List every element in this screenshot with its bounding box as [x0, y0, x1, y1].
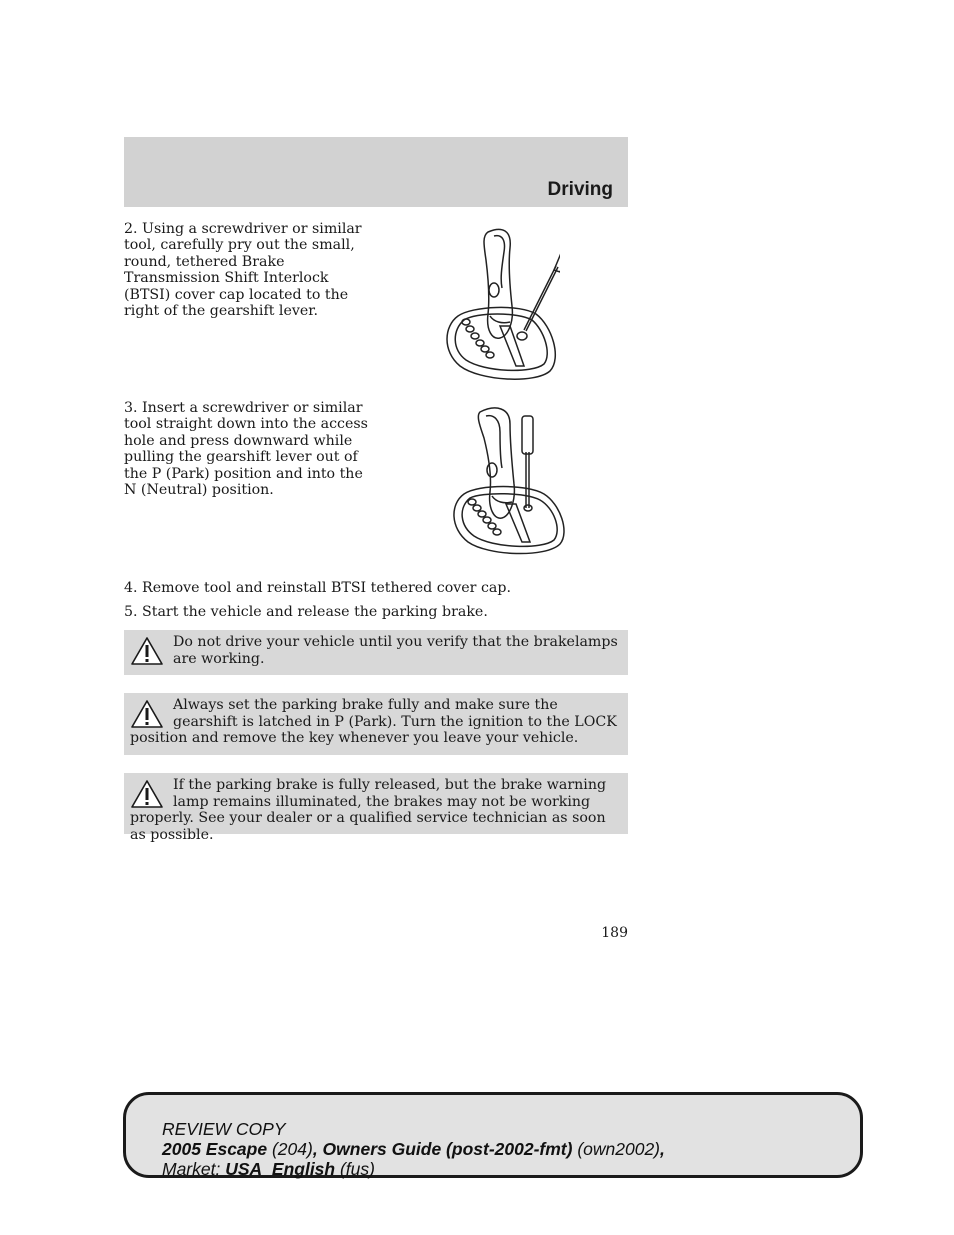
warning-text: Always set the parking brake fully and make sure the gearshift is latched in P (Park). Turn the ignition to the LOCK position and remove the key whenever you leave your vehicle.	[130, 697, 617, 747]
footer-guide-code: (own2002)	[572, 1139, 661, 1159]
warning-box-brakelamps	[124, 630, 628, 675]
footer-market-line	[162, 1159, 665, 1179]
btsi-screwdriver-insert-illustration	[448, 404, 568, 562]
footer-separator: ,	[312, 1139, 323, 1159]
warning-text: Do not drive your vehicle until you verify that the brakelamps are working.	[173, 634, 618, 667]
warning-triangle-icon	[130, 636, 164, 666]
step-3-text: 3. Insert a screwdriver or similar tool straight down into the access hole and press downward while pulling the gearshift lever out of the P (Park) position and into the N (Neutral) position.	[124, 400, 368, 499]
warning-text: If the parking brake is fully released, but the brake warning lamp remains illuminated, the brakes may not be working properly. See your dealer or a qualified service technician as soon as possible.	[130, 777, 607, 843]
warning-triangle-icon	[130, 779, 164, 809]
warning-triangle-icon	[130, 699, 164, 729]
footer-guide: Owners Guide (post-2002-fmt)	[322, 1139, 573, 1159]
step-2-text: 2. Using a screwdriver or similar tool, carefully pry out the small, round, tethered Brake Transmission Shift Interlock (BTSI) cover cap located to the right of the gearshift lever.	[124, 221, 362, 320]
step-5-text: 5. Start the vehicle and release the parking brake.	[124, 604, 488, 620]
footer-review-copy: REVIEW COPY	[162, 1119, 286, 1139]
btsi-cap-removal-illustration	[440, 226, 560, 384]
footer-document-line	[162, 1139, 665, 1159]
review-copy-footer	[123, 1092, 863, 1178]
footer-model: 2005 Escape	[162, 1139, 268, 1159]
footer-market-code: (fus)	[335, 1159, 375, 1179]
footer-market: USA_English	[225, 1159, 336, 1179]
footer-model-code: (204)	[267, 1139, 313, 1159]
step-4-text: 4. Remove tool and reinstall BTSI tethered cover cap.	[124, 580, 511, 596]
footer-market-label: Market:	[162, 1159, 226, 1179]
section-title: Driving	[547, 179, 613, 200]
page-number: 189	[601, 925, 628, 941]
section-header-band	[124, 137, 628, 207]
warning-box-brake-lamp	[124, 773, 628, 843]
footer-text	[162, 1119, 665, 1179]
warning-box-parking-brake	[124, 693, 628, 755]
footer-separator: ,	[660, 1139, 665, 1159]
